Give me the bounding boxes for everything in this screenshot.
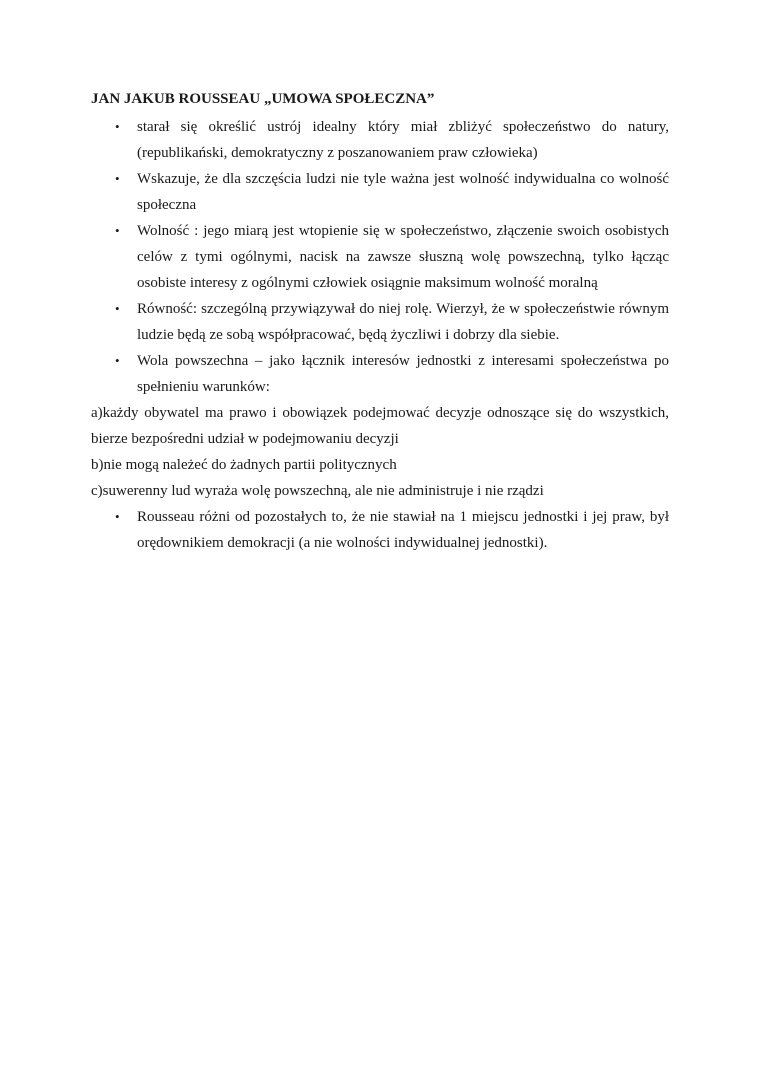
bullet-icon: • — [115, 223, 120, 238]
document-content — [91, 88, 669, 556]
list-item-text: Rousseau różni od pozostałych to, że nie stawiał na 1 miejscu jednostki i jej praw, był orędownikiem demokracji (a nie wolności indywidualnej jednostki). — [137, 509, 669, 551]
bullet-list-first — [91, 114, 669, 400]
list-item — [91, 218, 669, 296]
bullet-icon: • — [115, 509, 120, 524]
document-title: JAN JAKUB ROUSSEAU „UMOWA SPOŁECZNA” — [91, 91, 435, 107]
bullet-icon: • — [115, 301, 120, 316]
bullet-icon: • — [115, 353, 120, 368]
list-item — [91, 348, 669, 400]
condition-c: c)suwerenny lud wyraża wolę powszechną, ale nie administruje i nie rządzi — [91, 483, 544, 499]
condition-b: b)nie mogą należeć do żadnych partii politycznych — [91, 457, 397, 473]
list-item-text: starał się określić ustrój idealny który miał zbliżyć społeczeństwo do natury, (republikański, demokratyczny z poszanowaniem praw człowieka) — [137, 119, 669, 161]
list-item-text: Wskazuje, że dla szczęścia ludzi nie tyle ważna jest wolność indywidualna co wolność społeczna — [137, 171, 669, 213]
condition-a: a)każdy obywatel ma prawo i obowiązek podejmować decyzje odnoszące się do wszystkich, bierze bezpośredni udział w podejmowaniu decyzji — [91, 405, 669, 447]
list-item — [91, 166, 669, 218]
list-item-text: Wolność : jego miarą jest wtopienie się w społeczeństwo, złączenie swoich osobistych celów z tymi ogólnymi, nacisk na zawsze słuszną wolę powszechną, tylko łącząc osobiste interesy z ogólnymi człowiek osiągnie maksimum wolność moralną — [137, 223, 669, 291]
list-item — [91, 296, 669, 348]
list-item-text: Wola powszechna – jako łącznik interesów jednostki z interesami społeczeństwa po spełnieniu warunków: — [137, 353, 669, 395]
bullet-icon: • — [115, 119, 120, 134]
list-item-text: Równość: szczególną przywiązywał do niej rolę. Wierzył, że w społeczeństwie równym ludzie będą ze sobą współpracować, będą życzliwi i dobrzy dla siebie. — [137, 301, 669, 343]
bullet-icon: • — [115, 171, 120, 186]
list-item — [91, 504, 669, 556]
list-item — [91, 114, 669, 166]
bullet-list-last — [91, 504, 669, 556]
